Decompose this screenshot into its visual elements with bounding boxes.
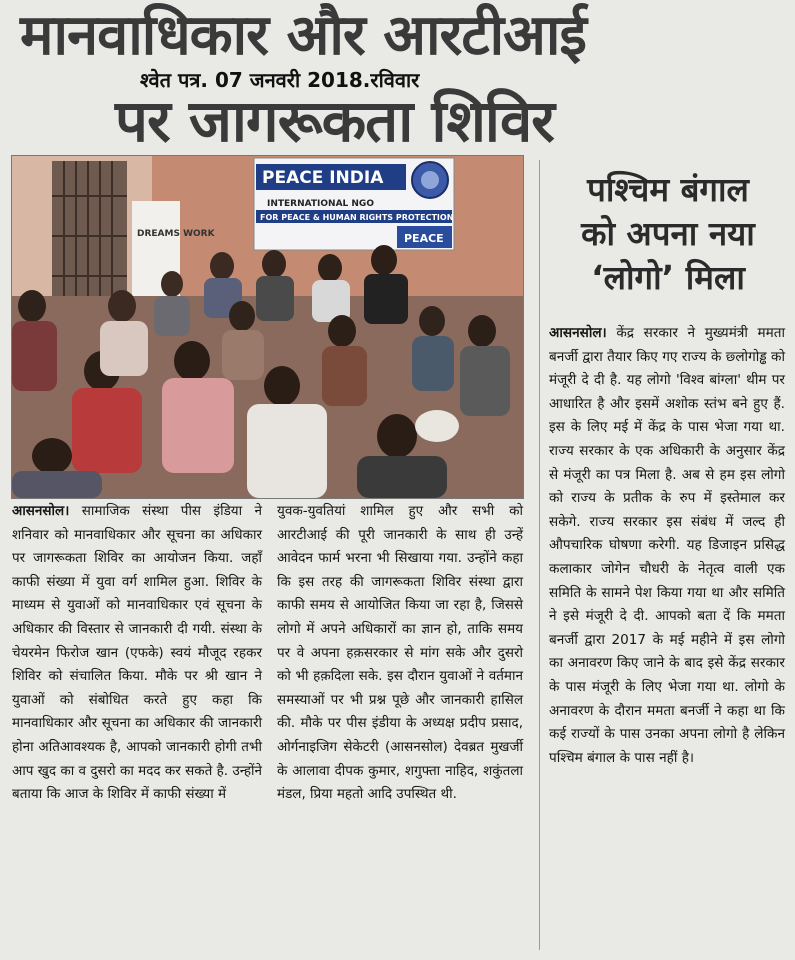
event-photo — [11, 155, 524, 499]
poster-text: DREAMS WORK — [137, 229, 215, 239]
main-article-text-1: सामाजिक संस्था पीस इंडिया ने शनिवार को मानवाधिकार और सूचना का अधिकार पर जागरूकता शिविर का आयोजन किया. जहाँ काफी संख्या में युवा वर्ग शामिल हुआ. शिविर के माध्यम से युवाओं को मानवाधिकार एवं सूचना के अधिकार की विस्तार से जानकारी दी गयी. संस्था के चेयरमेन फिरोज खान (एफके) स्वयं मौजूद रहकर शिविर को संचालित किया. मौके पर श्री खान ने युवाओं को संबोधित करते हुए कहा कि मानवाधिकार और सूचना का अधिकार की जानकारी होना अतिआवश्यक है, आपको जानकारी होगी तभी आप खुद का व दुसरो का मदद कर सकते है. उन्होंने बताया कि आज के शिविर में काफी संख्या में — [12, 503, 262, 803]
headline-line-2: पर जागरूकता शिविर — [115, 87, 554, 155]
side-article-text: केंद्र सरकार ने मुख्यमंत्री ममता बनर्जी द्वारा तैयार किए गए राज्य के छ्लोगोड्ढ को मंजूरी दे दी है. यह लोगो 'विश्व बांग्ला' थीम पर आधारित है और इसमें अशोक स्तंभ बने हुए हैं. इस के लिए मई में केंद्र के पास भेजा गया था. राज्य सरकार के एक अधिकारी के अनुसार केंद्र से मंजूरी का पत्र मिला है. अब से हम इस लोगो को राज्य के प्रतीक के रुप में इस्तेमाल कर सकेगे. राज्य सरकार इस संबंध में जल्द ही औपचारिक घोषणा करेगी. यह डिजाइन प्रसिद्ध कलाकार जोगेन चौधरी के नेतृत्व वाली एक समिति के सामने पेश किया गया था और समिति ने इसे मंजूरी दे दी. आपको बता दें कि ममता बनर्जी द्वारा 2017 के मई महीने में इस लोगो का अनावरण किए जाने के बाद इसे केंद्र सरकार के पास मंजूरी के लिए भेजा गया था. लोगो के अनावरण के दौरान ममता बनर्जी ने कहा था कि कई राज्यों के पास उनका अपना लोगो है लेकिन पश्चिम बंगाल के पास नहीं है। — [549, 325, 785, 766]
banner-sub: INTERNATIONAL NGO — [267, 199, 374, 209]
main-article-col-2: युवक-युवतियां शामिल हुए और सभी को आरटीआई की पूरी जानकारी के साथ ही उन्हें आवेदन फार्म भरना भी सिखाया गया. उन्होंने कहा कि इस तरह की जागरूकता शिविर संस्था द्वारा काफी समय से आयोजित किया जा रहा है, जिससे लोगो में अपने अधिकारों का ज्ञान हो, ताकि समय पर वे अपना हक़सरकार से मांग सके और दुसरो को भी हक़दिला सके. इस दौरान युवाओं ने वर्तमान समस्याओं पर भी प्रश्न पूछे और जानकारी हासिल की. मौके पर पीस इंडीया के अध्यक्ष प्रदीप प्रसाद, ओर्गनाइजिग सेकेटरी (आसनसोल) देवब्रत मुखर्जी के आलावा दीपक कुमार, शगुफ्ता नाहिद, शकुंतला मंडल, प्रिया महतो आदि उपस्थित थी. — [277, 503, 523, 803]
dateline: श्वेत पत्र. 07 जनवरी 2018.रविवार — [140, 68, 420, 92]
side-article-body — [549, 322, 785, 770]
side-title-line-3: ‘लोगो’ मिला — [591, 258, 745, 297]
side-article-title — [548, 168, 788, 308]
side-title-line-1: पश्चिम बंगाल — [587, 170, 749, 209]
banner-title: PEACE INDIA — [262, 168, 384, 188]
banner-peace: PEACE — [404, 232, 444, 245]
side-article-lead: आसनसोल। — [549, 325, 607, 341]
banner-tagline: FOR PEACE & HUMAN RIGHTS PROTECTION — [260, 213, 454, 222]
side-title-line-2: को अपना नया — [581, 214, 755, 253]
main-article-col-1 — [12, 500, 262, 807]
main-article-lead: आसनसोल। — [12, 503, 70, 519]
headline-line-1: मानवाधिकार और आरटीआई — [20, 3, 586, 68]
column-divider — [539, 160, 540, 950]
